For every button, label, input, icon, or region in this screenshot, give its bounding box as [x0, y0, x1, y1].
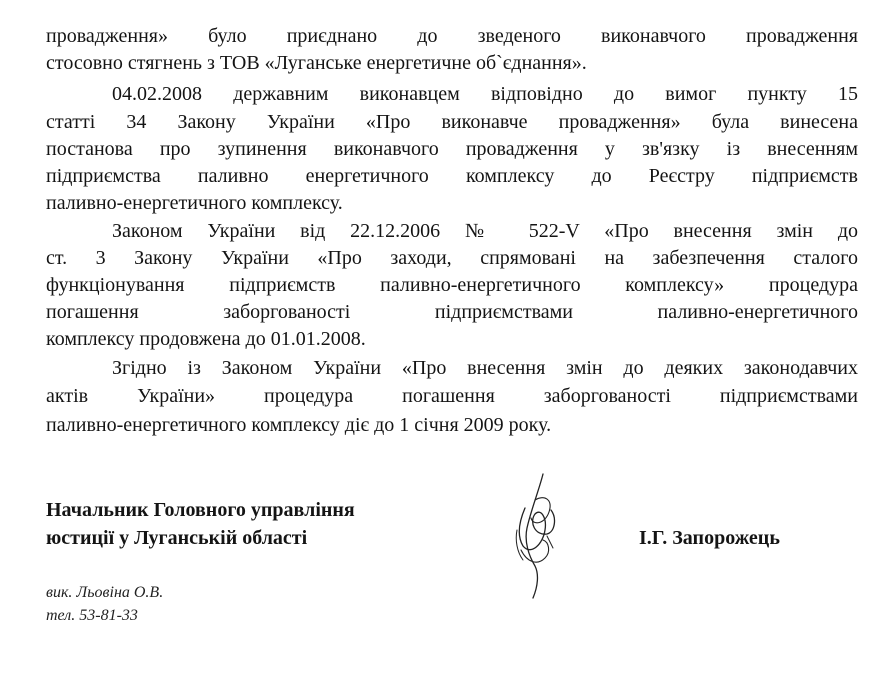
executor-name: вик. Льовіна О.В. [46, 584, 164, 601]
text-line: статті 34 Закону України «Про виконавче провадження» була винесена [46, 111, 858, 133]
text-line: Згідно із Законом України «Про внесення змін до деяких законодавчих [112, 357, 858, 379]
text-line: 04.02.2008 державним виконавцем відповідно до вимог пункту 15 [112, 83, 858, 105]
text-line: актів України» процедура погашення заборгованості підприємствами [46, 385, 858, 407]
handwritten-signature [505, 470, 575, 602]
text-line: погашення заборгованості підприємствами паливно-енергетичного [46, 301, 858, 323]
signatory-position-line2: юстиції у Луганській області [46, 527, 308, 549]
text-line: постанова про зупинення виконавчого провадження у зв'язку із внесенням [46, 138, 858, 160]
text-line: стосовно стягнень з ТОВ «Луганське енергетичне об`єднання». [46, 52, 587, 74]
signatory-position-line1: Начальник Головного управління [46, 499, 355, 521]
text-line: паливно-енергетичного комплексу. [46, 192, 343, 214]
text-line: провадження» було приєднано до зведеного виконавчого провадження [46, 25, 858, 47]
text-line: функціонування підприємств паливно-енергетичного комплексу» процедура [46, 274, 858, 296]
executor-phone: тел. 53-81-33 [46, 607, 138, 624]
text-line: підприємства паливно енергетичного комплексу до Реєстру підприємств [46, 165, 858, 187]
text-line: ст. 3 Закону України «Про заходи, спрямовані на забезпечення сталого [46, 247, 858, 269]
text-line: паливно-енергетичного комплексу діє до 1 січня 2009 року. [46, 414, 552, 436]
text-line: комплексу продовжена до 01.01.2008. [46, 328, 366, 350]
text-line: Законом України від 22.12.2006 № 522-V «Про внесення змін до [112, 220, 858, 242]
signatory-name: І.Г. Запорожець [639, 527, 780, 549]
